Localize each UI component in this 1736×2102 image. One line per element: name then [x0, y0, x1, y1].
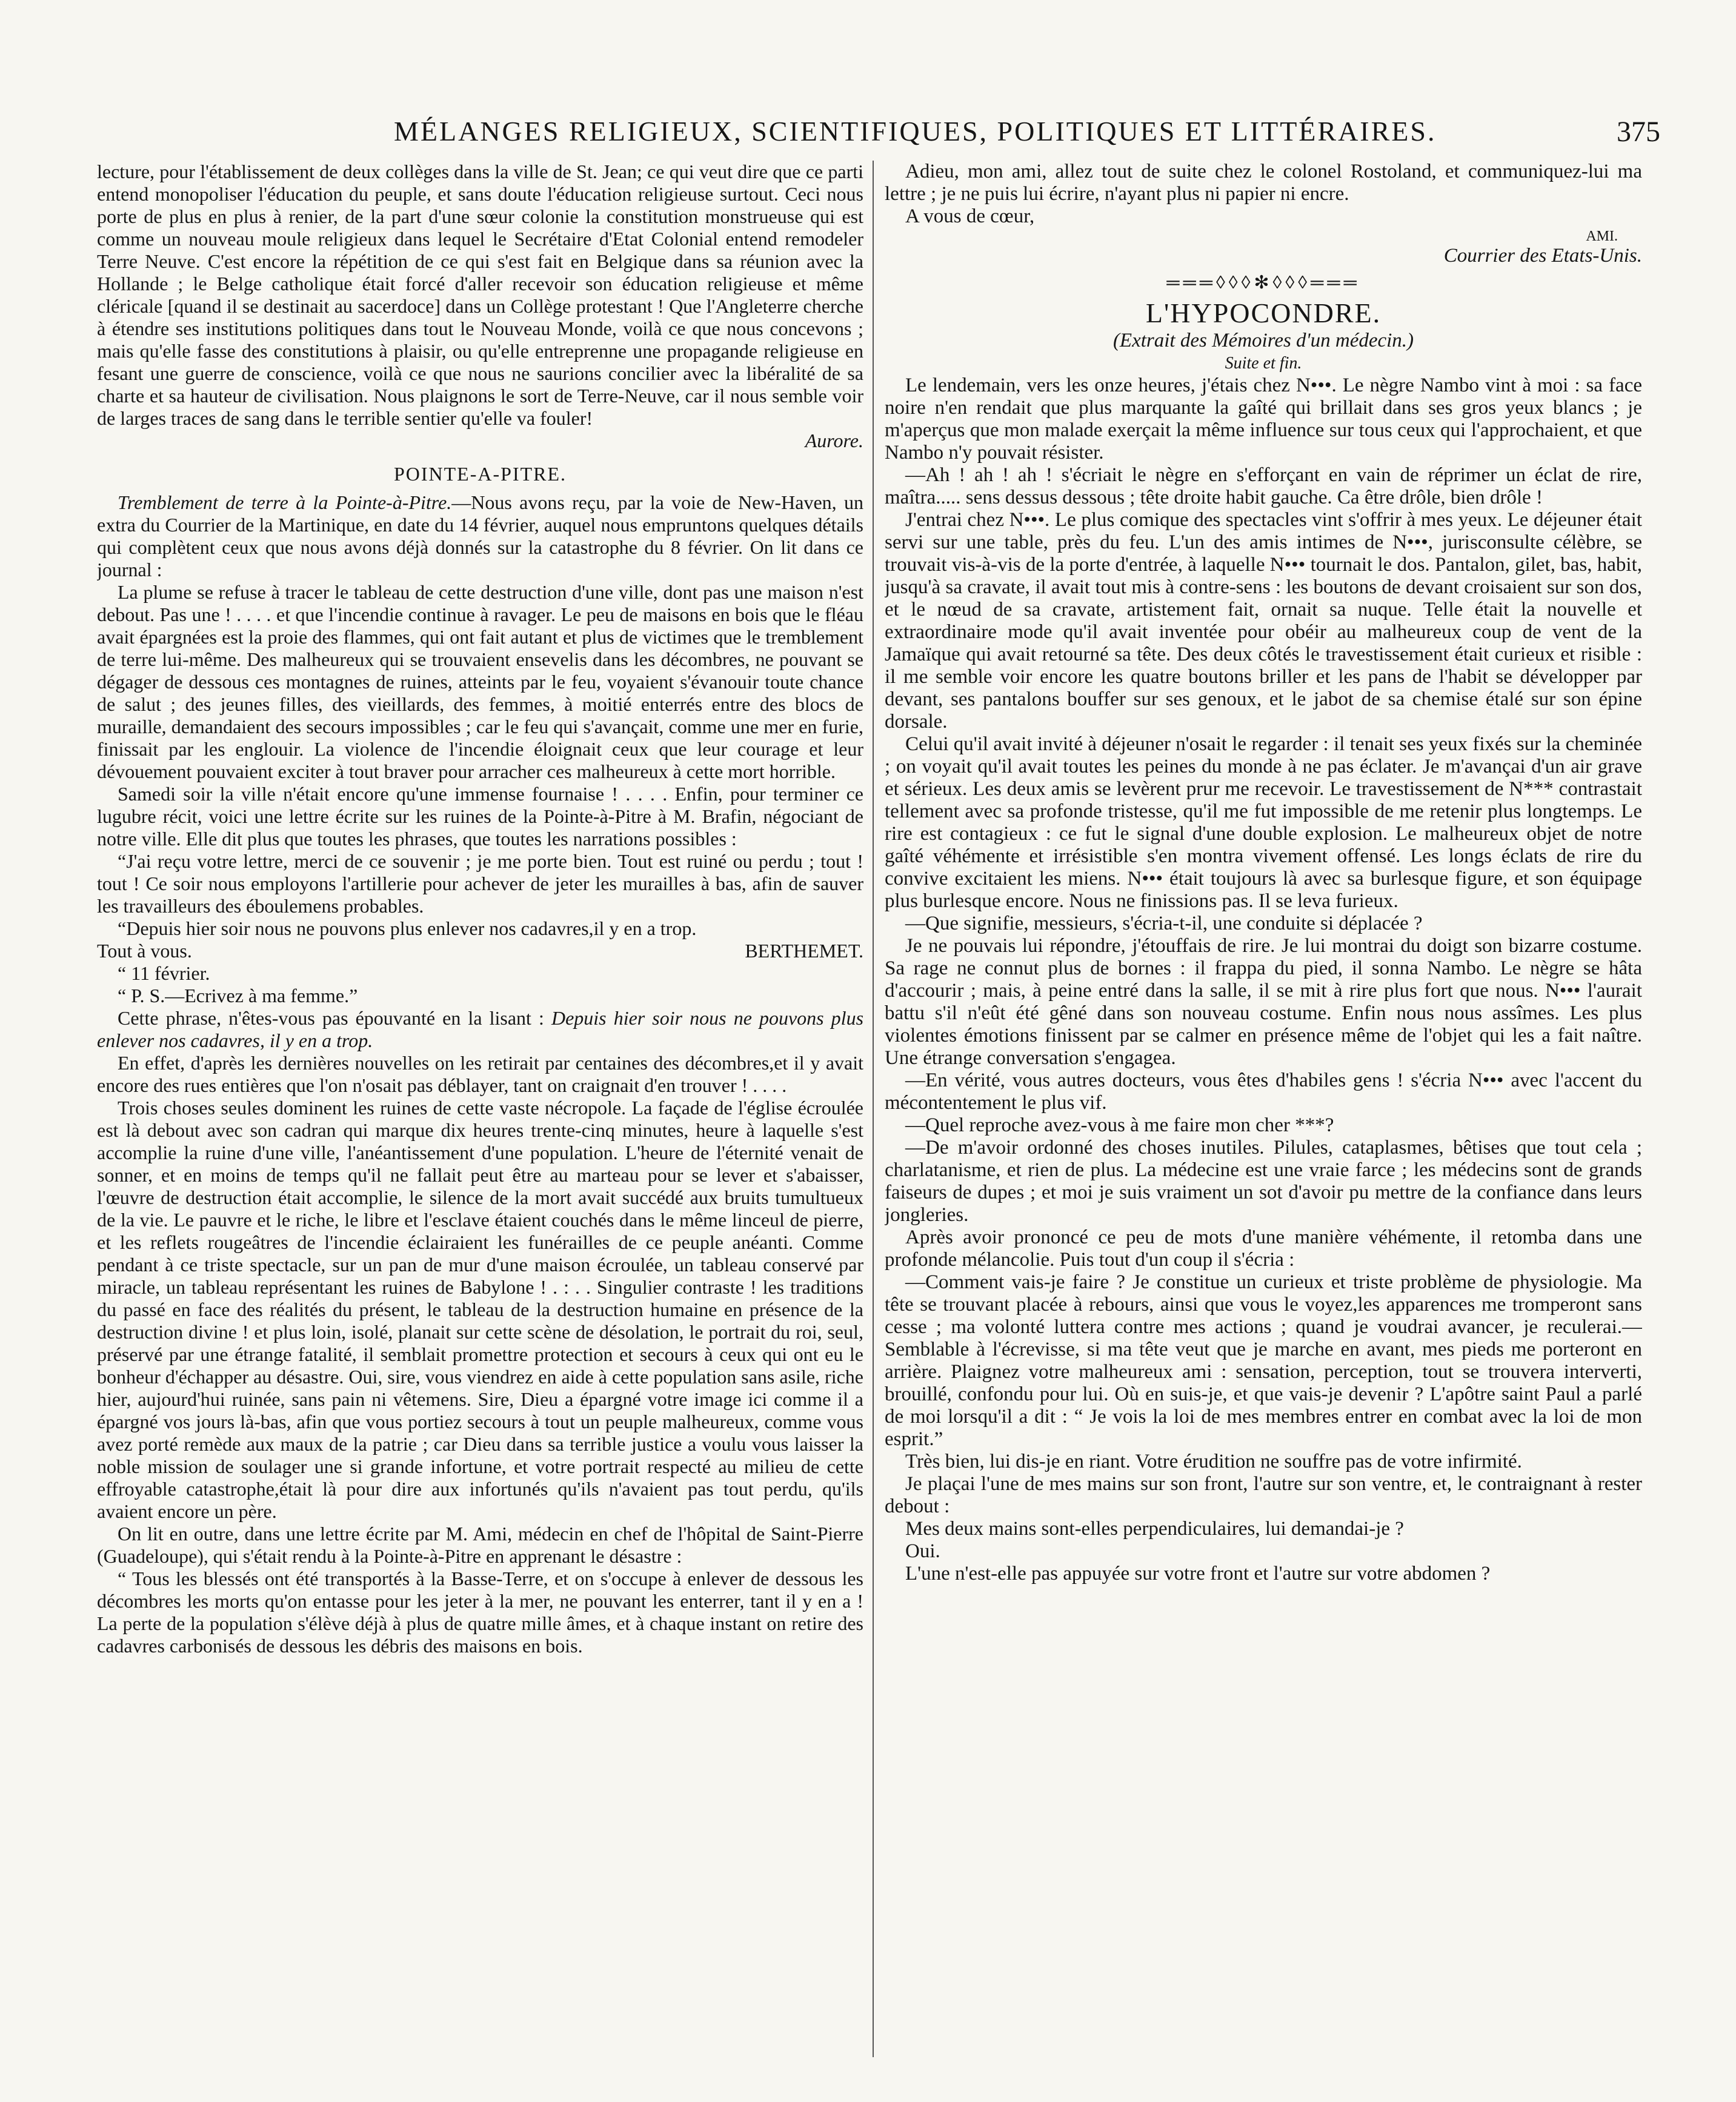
paragraph: Samedi soir la ville n'était encore qu'une immense fournaise ! . . . . Enfin, pour terminer ce lugubre récit, voici une lettre écrite sur les ruines de la Pointe-à-Pitre à M. Brafin, négociant de notre ville. Elle dit plus que toutes les phrases, que toutes les narrations possibles :: [97, 783, 863, 850]
source-attribution: Courrier des Etats-Unis.: [1443, 245, 1642, 267]
source-attribution: Aurore.: [805, 430, 863, 451]
quoted-letter: “J'ai reçu votre lettre, merci de ce souvenir ; je me porte bien. Tout est ruiné ou perdu ; tout ! tout ! Ce soir nous employons l'artillerie pour achever de jeter les murailles à bas, afin de sauver les travailleurs des éboulemens probables.: [97, 850, 863, 917]
paragraph: J'entrai chez N•••. Le plus comique des spectacles vint s'offrir à mes yeux. Le déjeuner était servi sur une table, près du feu. L'un des amis intimes de N•••, jurisconsulte célèbre, se trouvait vis-à-vis de la porte d'entrée, à laquelle N••• tournait le dos. Pantalon, gilet, bas, habit, jusqu'à sa cravate, il avait tout mis à contre-sens : les boutons de devant croisaient sur son dos, et le nœud de sa cravate, artistement fait, ornait sa nuque. Telle était la nouvelle et extraordinaire mode qu'il avait inventée pour obéir au malheureux coup de vent de la Jamaïque qui avait retourné sa tête. Des deux côtés le travestissement était curieux et risible : il me semble voir encore les quatre boutons briller et les pans de l'habit se développer par devant, ses pantalons bouffer sur ses genoux, et le jabot de sa chemise étalé sur son épine dorsale.: [885, 509, 1642, 733]
closing-line: A vous de cœur,: [905, 205, 1035, 227]
paragraph: —Quel reproche avez-vous à me faire mon cher ***?: [905, 1114, 1334, 1136]
quoted-letter: “Depuis hier soir nous ne pouvons plus enlever nos cadavres,il y en a trop.: [118, 917, 697, 939]
column-divider: [873, 161, 874, 2057]
article-continuation: Suite et fin.: [1225, 354, 1302, 373]
paragraph: —Que signifie, messieurs, s'écria-t-il, une conduite si déplacée ?: [905, 913, 1423, 934]
quoted-letter: “ Tous les blessés ont été transportés à la Basse-Terre, et on s'occupe à enlever de dessous les décombres les morts qu'on entasse pour les jeter à la mer, ne pouvant les enterrer, tant il y en a ! La perte de la population s'élève déjà à plus de quatre mille âmes, et à chaque instant on retire des cadavres carbonisés de dessous les débris des maisons en bois.: [97, 1568, 863, 1657]
paragraph: Je plaçai l'une de mes mains sur son front, l'autre sur son ventre, et, le contraignant à rester debout :: [885, 1473, 1642, 1517]
paragraph: —En vérité, vous autres docteurs, vous êtes d'habiles gens ! s'écria N••• avec l'accent du mécontentement le plus vif.: [885, 1069, 1642, 1114]
paragraph: Le lendemain, vers les onze heures, j'étais chez N•••. Le nègre Nambo vint à moi : sa face noire n'en rendait que plus marquante la gaîté qui brillait dans ses gros yeux blancs ; je m'aperçus que mon malade exerçait la même influence sur tous ceux qui l'approchaient, et que Nambo n'y pouvait résister.: [885, 374, 1642, 464]
paragraph: L'une n'est-elle pas appuyée sur votre front et l'autre sur votre abdomen ?: [905, 1563, 1491, 1585]
running-title: MÉLANGES RELIGIEUX, SCIENTIFIQUES, POLITIQUES ET LITTÉRAIRES.: [394, 116, 1437, 147]
paragraph: Oui.: [905, 1540, 940, 1562]
paragraph: —Comment vais-je faire ? Je constitue un curieux et triste problème de physiologie. Ma tête se trouvant placée à rebours, ainsi que vous le voyez,les apparences me tromperont sans cesse ; ma volonté luttera contre mes actions ; quand je voudrai avancer, je reculerai.—Semblable à l'écrevisse, si ma tête veut que je marche en avant, mes pieds me porteront en arrière. Plaignez votre malheureux ami : sensation, perception, tout se trouvera interverti, brouillé, confondu pour lui. Où en suis-je, et que vais-je devenir ? L'apôtre saint Paul a parlé de moi lorsqu'il a dit : “ Je vois la loi de mes membres entrer en combat avec la loi de mon esprit.”: [885, 1271, 1642, 1450]
page-number: 375: [1617, 116, 1660, 148]
section-heading: POINTE-A-PITRE.: [393, 463, 567, 485]
article-title: L'HYPOCONDRE.: [1145, 298, 1382, 328]
paragraph: Tremblement de terre à la Pointe-à-Pitre.—Nous avons reçu, par la voie de New-Haven, un extra du Courrier de la Martinique, en date du 14 février, auquel nous empruntons quelques détails qui complètent ceux que nous avons déjà donnés sur la catastrophe du 8 février. On lit dans ce journal :: [97, 491, 863, 580]
paragraph: Adieu, mon ami, allez tout de suite chez le colonel Rostoland, et communiquez-lui ma lettre ; je ne puis lui écrire, n'ayant plus ni papier ni encre.: [885, 161, 1642, 205]
paragraph: Après avoir prononcé ce peu de mots d'une manière véhémente, il retomba dans une profonde mélancolie. Puis tout d'un coup il s'écria :: [885, 1226, 1642, 1271]
paragraph: Trois choses seules dominent les ruines de cette vaste nécropole. La façade de l'église écroulée est là debout avec son cadran qui marque dix heures trente-cinq minutes, heure à laquelle s'est accomplie la ruine d'une ville, l'anéantissement d'une population. L'heure de l'éternité venait de sonner, et en moins de temps qu'il ne fallait peut être au marteau pour se lever et s'abaisser, l'œuvre de destruction était accomplie, le silence de la mort avait succédé aux bruits tumultueux de la vie. Le pauvre et le riche, le libre et l'esclave étaient couchés dans le même linceul de pierre, et les reflets rougeâtres de l'incendie éclairaient les funérailles de ce peuple anéanti. Comme pendant à ce triste spectacle, sur un pan de mur d'une maison écroulée, un tableau conservé par miracle, un tableau représentant les ruines de Babylone ! . : . . Singulier contraste ! les traditions du passé en face des réalités du présent, le tableau de la destruction humaine en présence de la destruction divine ! et plus loin, isolé, planait sur cette scène de désolation, le portrait du roi, seul, préservé par une étrange fatalité, il semblait promettre protection et secours à ceux qui ont eu le bonheur d'échapper au désastre. Oui, sire, vous viendrez en aide à cette population sans asile, riche hier, aujourd'hui ruinée, sans pain ni vêtemens. Sire, Dieu a épargné votre image ici comme il a épargné vos jours là-bas, afin que vous portiez secours à tout un peuple malheureux, comme vous avez porté remède aux maux de la patrie ; car Dieu dans sa terrible justice a voulu vous laisser la noble mission de soulager une si grande infortune, et votre portrait respecté au milieu de cette effroyable catastrophe,était là pour dire aux infortunés qu'ils n'avaient pas tout perdu, qu'ils avaient encore un père.: [97, 1097, 863, 1522]
left-column: [97, 161, 863, 2069]
running-head: [91, 115, 1660, 164]
paragraph: Mes deux mains sont-elles perpendiculaires, lui demandai-je ?: [905, 1518, 1404, 1540]
letter-date: “ 11 février.: [118, 962, 210, 984]
paragraph: —De m'avoir ordonné des choses inutiles. Pilules, cataplasmes, bêtises que tout cela ; charlatanisme, et rien de plus. La médecine est une vraie farce ; les médecins sont de grands faiseurs de dupes ; et moi je suis vraiment un sot d'avoir pu mettre de la confiance dans leurs jongleries.: [885, 1137, 1642, 1226]
paragraph: Très bien, lui dis-je en riant. Votre érudition ne souffre pas de votre infirmité.: [905, 1451, 1522, 1472]
article-subtitle: (Extrait des Mémoires d'un médecin.): [1112, 330, 1414, 351]
right-column: [885, 161, 1642, 2069]
paragraph: La plume se refuse à tracer le tableau de cette destruction d'une ville, dont pas une maison n'est debout. Pas une ! . . . . et que l'incendie continue à ravager. Le peu de maisons en bois que le fléau avait épargnées est la proie des flammes, qui ont fait autant et plus de victimes que le tremblement de terre lui-même. Des malheureux qui se trouvaient ensevelis dans les décombres, ne pouvant se dégager de dessous ces montagnes de ruines, atteints par le feu, voyaient s'évanouir toute chance de salut ; des jeunes filles, des vieillards, des femmes, à moitié enterrés entre des blocs de muraille, demandaient des secours impossibles ; car le feu qui s'avançait, comme une mer en furie, finissait par les englouir. La violence de l'incendie éloignait ceux que leur courage et leur dévouement pouvaient exciter à tout braver pour arracher ces malheureux à cette mort horrible.: [97, 581, 863, 782]
letter-signature: AMI.: [1586, 228, 1618, 244]
letter-signature: Tout à vous. BERTHEMET.: [97, 940, 863, 962]
paragraph: —Ah ! ah ! ah ! s'écriait le nègre en s'efforçant en vain de réprimer un éclat de rire, maîtra..... sens dessus dessous ; tête droite habit gauche. Ca être drôle, bien drôle !: [885, 464, 1642, 508]
ornamental-divider: ═══◊◊◊✻◊◊◊═══: [1166, 273, 1360, 293]
paragraph: Celui qu'il avait invité à déjeuner n'osait le regarder : il tenait ses yeux fixés sur la cheminée ; on voyait qu'il avait toutes les peines du monde à ne pas éclater. Je m'avançai d'un air grave et sérieux. Les deux amis se levèrent prur me recevoir. Le travestissement de N*** contrastait tellement avec sa profonde tristesse, qu'il me fut impossible de me retenir plus longtemps. Le rire est contagieux : ce fut le signal d'une double explosion. Le malheureux objet de notre gaîté véhémente et irrésistible s'en montra vivement offensé. Les longs éclats de rire du convive excitaient les miens. N••• était toujours là avec sa burlesque figure, et son équipage plus burlesque encore. Nous ne finissions pas. Il se leva furieux.: [885, 733, 1642, 912]
letter-postscript: “ P. S.—Ecrivez à ma femme.”: [118, 985, 358, 1006]
paragraph: On lit en outre, dans une lettre écrite par M. Ami, médecin en chef de l'hôpital de Saint-Pierre (Guadeloupe), qui s'était rendu à la Pointe-à-Pitre en apprenant le désastre :: [97, 1523, 863, 1567]
paragraph: lecture, pour l'établissement de deux collèges dans la ville de St. Jean; ce qui veut dire que ce parti entend monopoliser l'éducation du peuple, et sans doute l'éducation religieuse surtout. Ceci nous porte de plus en plus à renier, de la part d'une sœur colonie la constitution monstrueuse qui est comme un nouveau moule religieux dans lequel le Secrétaire d'Etat Colonial entend remodeler Terre Neuve. C'est encore la répétition de ce qui s'est fait en Belgique dans sa réunion avec la Hollande ; le Belge catholique était forcé d'aller recevoir son éducation religieuse et même cléricale [quand il se destinait au sacerdoce] dans un Collège protestant ! Que l'Angleterre cherche à étendre ses institutions politiques dans tout le Nouveau Monde, voilà ce que nous concevons ; mais qu'elle fasse des constitutions à plaisir, ou qu'elle entreprenne une propagande religieuse en fesant une guerre de conscience, voilà ce que nous ne saurions concilier avec la libéralité de sa charte et sa hauteur de civilisation. Nous plaignons le sort de Terre-Neuve, car il nous semble voir de larges traces de sang dans le terrible sentier qu'elle va fouler!: [97, 161, 863, 429]
paragraph: Je ne pouvais lui répondre, j'étouffais de rire. Je lui montrai du doigt son bizarre costume. Sa rage ne connut plus de bornes : il frappa du pied, il sonna Nambo. Le nègre se hâta d'accourir ; mais, à peine entré dans la salle, il se mit à rire plus fort que nous. N••• l'aurait battu s'il n'eût été gêné dans son nouveau costume. Enfin nous nous assîmes. Les plus violentes émotions finissent par se calmer en présence même de l'objet qui les a fait naître. Une étrange conversation s'engagea.: [885, 935, 1642, 1069]
paragraph: En effet, d'après les dernières nouvelles on les retirait par centaines des décombres,et il y avait encore des rues entières que l'on n'osait pas déblayer, tant on craignait d'en trouver ! . . . .: [97, 1052, 863, 1096]
paragraph: Cette phrase, n'êtes-vous pas épouvanté en la lisant : Depuis hier soir nous ne pouvons plus enlever nos cadavres, il y en a trop.: [97, 1007, 863, 1051]
